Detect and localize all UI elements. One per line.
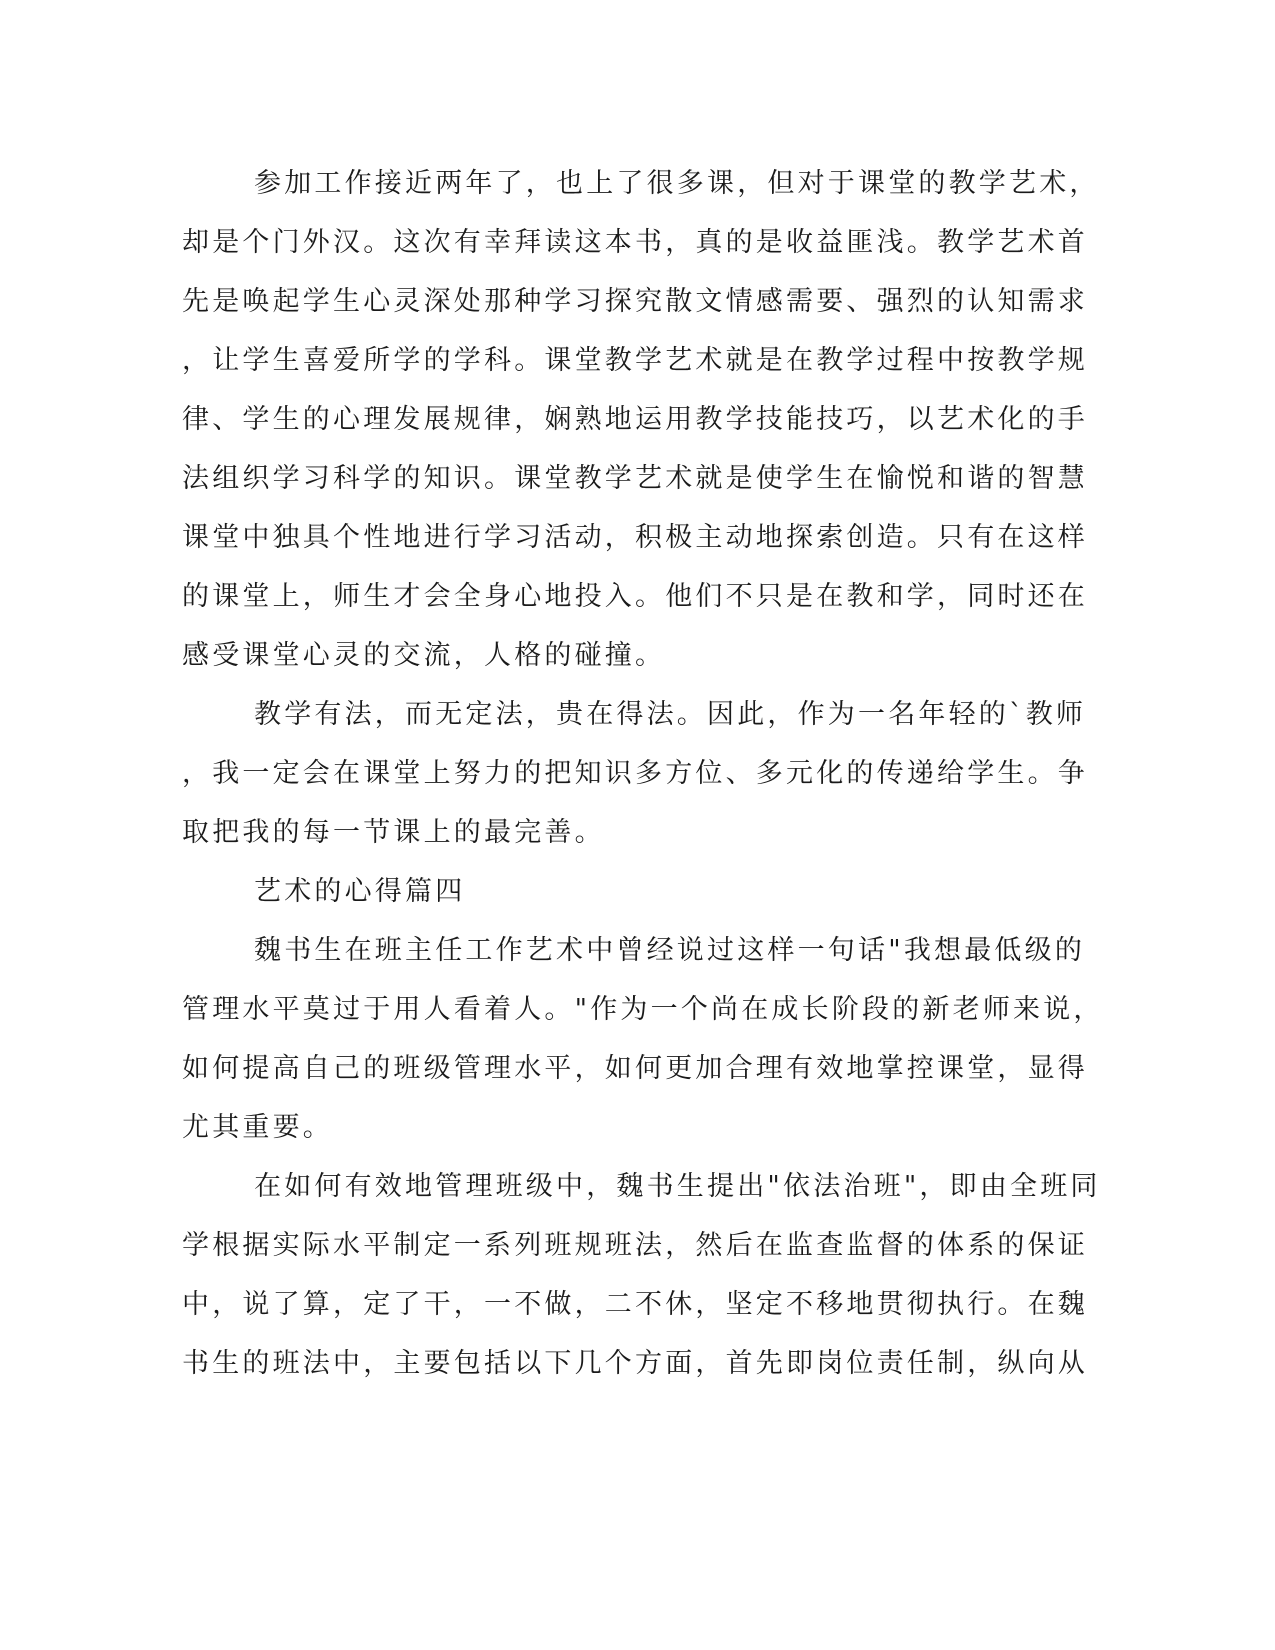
paragraph-1-line-4: ，让学生喜爱所学的学科。课堂教学艺术就是在教学过程中按教学规 — [182, 345, 1088, 376]
paragraph-2-line-2: ，我一定会在课堂上努力的把知识多方位、多元化的传递给学生。争 — [182, 758, 1088, 789]
paragraph-1-line-7: 课堂中独具个性地进行学习活动，积极主动地探索创造。只有在这样 — [182, 522, 1088, 553]
paragraph-2-line-1: 教学有法，而无定法，贵在得法。因此，作为一名年轻的`教师 — [254, 699, 1087, 730]
document-body — [182, 154, 1104, 1393]
paragraph-4-line-1: 在如何有效地管理班级中，魏书生提出"依法治班"，即由全班同 — [254, 1171, 1101, 1202]
paragraph-4-line-2: 学根据实际水平制定一系列班规班法，然后在监查监督的体系的保证 — [182, 1230, 1088, 1261]
paragraph-1-line-1: 参加工作接近两年了，也上了很多课，但对于课堂的教学艺术， — [254, 168, 1100, 199]
paragraph-3-line-1: 魏书生在班主任工作艺术中曾经说过这样一句话"我想最低级的 — [254, 935, 1086, 966]
paragraph-4-line-3: 中，说了算，定了干，一不做，二不休，坚定不移地贯彻执行。在魏 — [182, 1289, 1088, 1320]
section-heading: 艺术的心得篇四 — [254, 876, 466, 907]
paragraph-2-line-3: 取把我的每一节课上的最完善。 — [182, 817, 605, 848]
paragraph-3-line-4: 尤其重要。 — [182, 1112, 333, 1143]
paragraph-1-line-5: 律、学生的心理发展规律，娴熟地运用教学技能技巧，以艺术化的手 — [182, 404, 1088, 435]
paragraph-3-line-2: 管理水平莫过于用人看着人。"作为一个尚在成长阶段的新老师来说， — [182, 994, 1104, 1025]
paragraph-1-line-6: 法组织学习科学的知识。课堂教学艺术就是使学生在愉悦和谐的智慧 — [182, 463, 1088, 494]
paragraph-1-line-9: 感受课堂心灵的交流，人格的碰撞。 — [182, 640, 666, 671]
paragraph-4-line-4: 书生的班法中，主要包括以下几个方面，首先即岗位责任制，纵向从 — [182, 1348, 1088, 1379]
paragraph-1-line-8: 的课堂上，师生才会全身心地投入。他们不只是在教和学，同时还在 — [182, 581, 1088, 612]
paragraph-1-line-2: 却是个门外汉。这次有幸拜读这本书，真的是收益匪浅。教学艺术首 — [182, 227, 1088, 258]
paragraph-3-line-3: 如何提高自己的班级管理水平，如何更加合理有效地掌控课堂，显得 — [182, 1053, 1088, 1084]
paragraph-1-line-3: 先是唤起学生心灵深处那种学习探究散文情感需要、强烈的认知需求 — [182, 286, 1088, 317]
